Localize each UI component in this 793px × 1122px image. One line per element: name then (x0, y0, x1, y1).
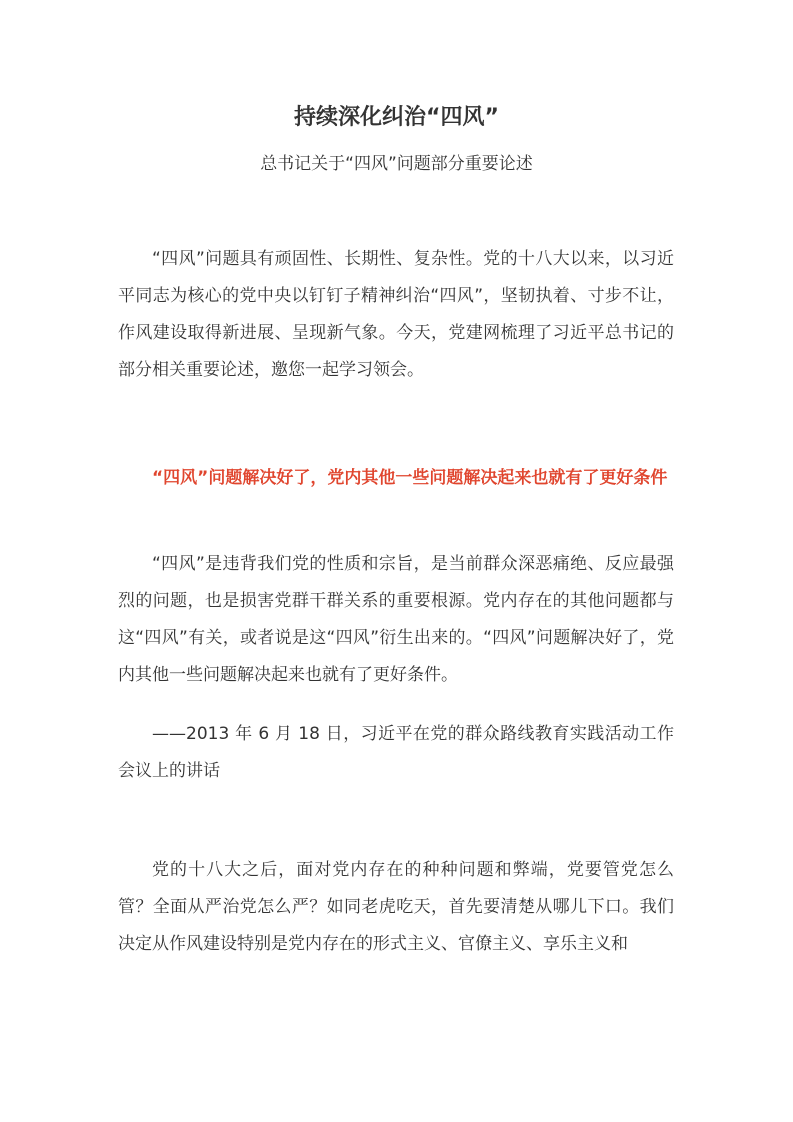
page-subtitle: 总书记关于“四风”问题部分重要论述 (260, 154, 533, 174)
intro-paragraph (118, 241, 674, 389)
source-paragraph (118, 716, 674, 790)
quote-paragraph (118, 546, 674, 694)
section-heading (118, 460, 674, 497)
page-title: 持续深化纠治“四风” (294, 105, 499, 130)
source-text: ——2013 年 6 月 18 日，习近平在党的群众路线教育实践活动工作会议上的讲话 (118, 724, 674, 781)
body-paragraph (118, 852, 674, 963)
section-heading-text: “四风”问题解决好了，党内其他一些问题解决起来也就有了更好条件 (152, 468, 668, 488)
quote-text: “四风”是违背我们党的性质和宗旨，是当前群众深恶痛绝、反应最强烈的问题，也是损害党群干群关系的重要根源。党内存在的其他问题都与这“四风”有关，或者说是这“四风”衍生出来的。“四风”问题解决好了，党内其他一些问题解决起来也就有了更好条件。 (118, 554, 674, 685)
body-text: 党的十八大之后，面对党内存在的种种问题和弊端，党要管党怎么管？全面从严治党怎么严？如同老虎吃天，首先要清楚从哪儿下口。我们决定从作风建设特别是党内存在的形式主义、官僚主义、享乐主义和 (118, 860, 674, 954)
intro-text: “四风”问题具有顽固性、长期性、复杂性。党的十八大以来，以习近平同志为核心的党中央以钉钉子精神纠治“四风”，坚韧执着、寸步不让，作风建设取得新进展、呈现新气象。今天，党建网梳理了习近平总书记的部分相关重要论述，邀您一起学习领会。 (118, 249, 674, 380)
